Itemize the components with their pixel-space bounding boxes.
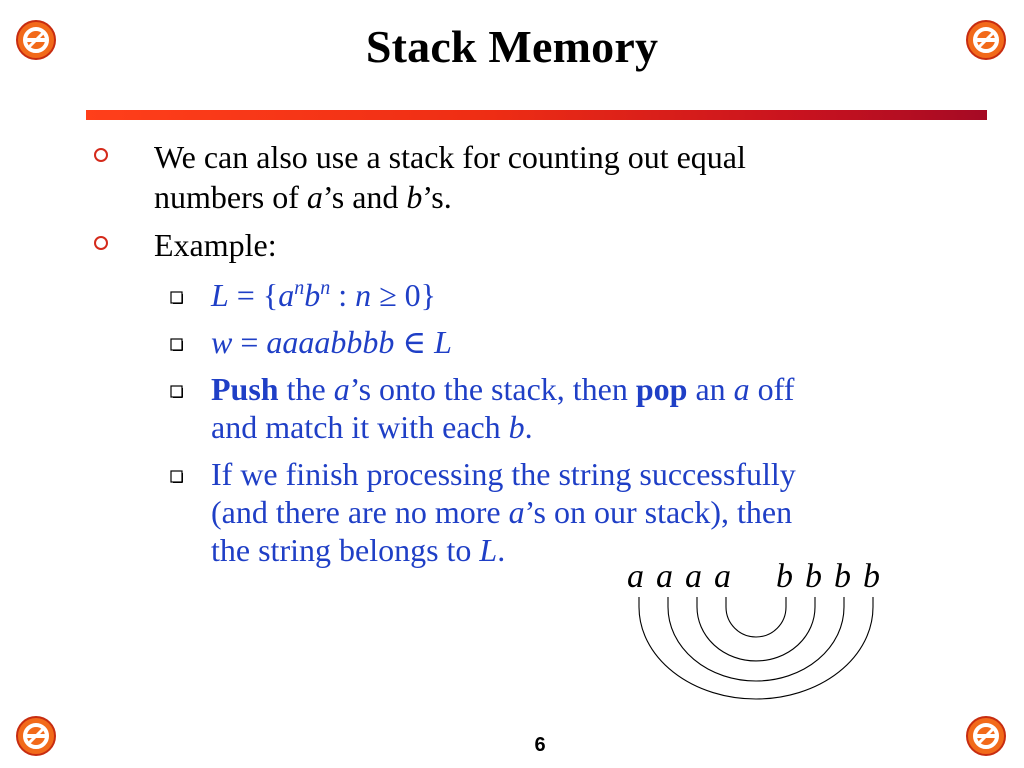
square-bullet-icon: [170, 470, 183, 483]
page-number: 6: [534, 734, 546, 756]
sub-bullet-text: $L = \{a^nb^n$ : n ≥ 0}: [211, 277, 437, 313]
stack-matching-diagram: [622, 555, 892, 705]
square-bullet-icon: [170, 338, 183, 351]
diagram-symbol-a: a: [656, 558, 673, 595]
diagram-symbol-b: b: [805, 558, 822, 595]
diagram-symbol-b: b: [863, 558, 880, 595]
circle-bullet-icon: [94, 236, 108, 250]
diagram-symbol-b: b: [776, 558, 793, 595]
square-bullet-icon: [170, 385, 183, 398]
diagram-symbol-a: a: [627, 558, 644, 595]
circle-bullet-icon: [94, 148, 108, 162]
sub-bullet-text: w = aaaabbbb ∈ L: [211, 324, 452, 360]
title-divider: [86, 110, 987, 120]
diagram-symbol-a: a: [714, 558, 731, 595]
matching-arc: [668, 597, 844, 681]
sub-bullet-text: If we finish processing the string successfully (and there are no more a’s on our stack), then the string belongs to L.: [211, 456, 796, 568]
matching-arc-inner: [726, 597, 786, 637]
slide-title: Stack Memory: [365, 21, 659, 72]
sub-bullet-text: Push the a’s onto the stack, then pop an a off and match it with each b.: [211, 371, 795, 445]
diagram-symbol-b: b: [834, 558, 851, 595]
matching-arc: [697, 597, 815, 661]
no-entry-logo-icon: [964, 714, 1008, 758]
bullet-text: Example:: [154, 227, 277, 263]
bullet-text: We can also use a stack for counting out equal numbers of a’s and b’s.: [154, 139, 746, 215]
square-bullet-icon: [170, 291, 183, 304]
no-entry-logo-icon: [14, 714, 58, 758]
diagram-symbol-a: a: [685, 558, 702, 595]
matching-arc-outer: [639, 597, 873, 699]
bullet-line: We can also use a stack for counting out equal: [154, 139, 746, 175]
